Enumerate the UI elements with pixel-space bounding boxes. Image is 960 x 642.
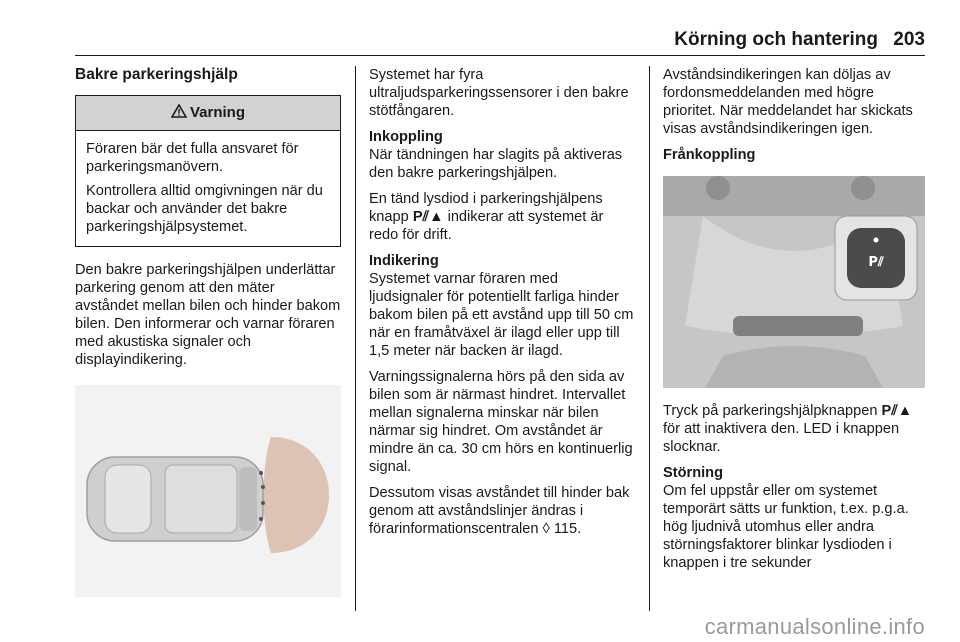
column-divider: [355, 66, 356, 611]
subheading-inkoppling: Inkoppling: [369, 129, 443, 145]
column-2: [369, 66, 634, 546]
body-paragraph: Systemet har fyra ultraljudsparkeringssensorer i den bakre stötfångaren.: [369, 67, 629, 119]
page-reference[interactable]: 115.: [553, 521, 582, 537]
body-paragraph: [663, 402, 925, 456]
watermark: carmanualsonline.info: [704, 614, 925, 639]
subheading-indikering: Indikering: [369, 253, 439, 269]
subheading-storning: Störning: [663, 465, 723, 481]
body-paragraph: [369, 484, 634, 538]
column-3: [663, 66, 925, 580]
text-span: Tryck på parkeringshjälpknappen: [663, 403, 878, 419]
body-paragraph: Den bakre parkeringshjälpen underlättar parkering genom att den mäter avståndet mellan bilen och hinder bakom bilen. Den informerar och varnar föraren med akustiska signaler och displayindikering.: [75, 262, 341, 368]
text-span: En tänd lysdiod i parkeringshjälpens knapp: [369, 191, 603, 225]
text-span: för att inaktivera den. LED i knappen slocknar.: [663, 421, 900, 455]
warning-title: Varning: [189, 104, 245, 121]
header-rule: [75, 55, 925, 56]
svg-text:P⫽: P⫽: [868, 255, 884, 270]
warning-text: Föraren bär det fulla ansvaret för parkeringsmanövern.: [86, 141, 299, 175]
park-assist-icon: P⫽▲: [412, 209, 444, 225]
page-number: 203: [893, 29, 925, 50]
body-paragraph: Systemet varnar föraren med ljudsignaler för potentiellt farliga hinder bakom bilen på ett avstånd upp till 50 cm när en framåtväxel är ilagd eller upp till 1,5 meter när backen är ilagd.: [369, 271, 634, 359]
warning-triangle-icon: [171, 104, 187, 118]
park-assist-icon: P⫽▲: [881, 403, 913, 419]
warning-text: Kontrollera alltid omgivningen när du backar och använder det bakre parkeringshjälpsystemet.: [86, 183, 323, 235]
page-header: [0, 0, 960, 58]
section-heading: Bakre parkeringshjälp: [75, 66, 238, 83]
text-span: indikerar att systemet är redo för drift.: [369, 209, 604, 243]
car-sensor-illustration: [75, 385, 341, 597]
column-1: [75, 66, 341, 597]
body-paragraph: Om fel uppstår eller om systemet temporärt sätts ur funktion, t.ex. p.g.a. hög ljudnivå utomhus eller andra störningsfaktorer blinkar lysdioden i knappen i tre sekunder: [663, 483, 909, 571]
warning-box: [75, 95, 341, 247]
body-paragraph: Varningssignalerna hörs på den sida av bilen som är närmast hindret. Intervallet mellan signalerna minskar när bilen närmar sig hindret. Om avståndet är mindre än ca. 30 cm hörs en kontinuerlig signal.: [369, 369, 633, 475]
console-button-photo: [663, 176, 925, 388]
body-paragraph: När tändningen har slagits på aktiveras den bakre parkeringshjälpen.: [369, 147, 623, 181]
ref-arrow-icon: ◊: [542, 521, 550, 537]
section-title: Körning och hantering: [674, 29, 878, 50]
text-span: Dessutom visas avståndet till hinder bak genom att avståndslinjer ändras i förarinformationscentralen: [369, 485, 630, 537]
body-paragraph: [369, 190, 634, 244]
subheading-frankoppling: Frånkoppling: [663, 147, 756, 163]
body-paragraph: Avståndsindikeringen kan döljas av fordonsmeddelanden med högre prioritet. När meddelandet har skickats visas avståndsindikeringen igen.: [663, 67, 913, 137]
warning-header: [76, 96, 340, 131]
column-divider: [649, 66, 650, 611]
